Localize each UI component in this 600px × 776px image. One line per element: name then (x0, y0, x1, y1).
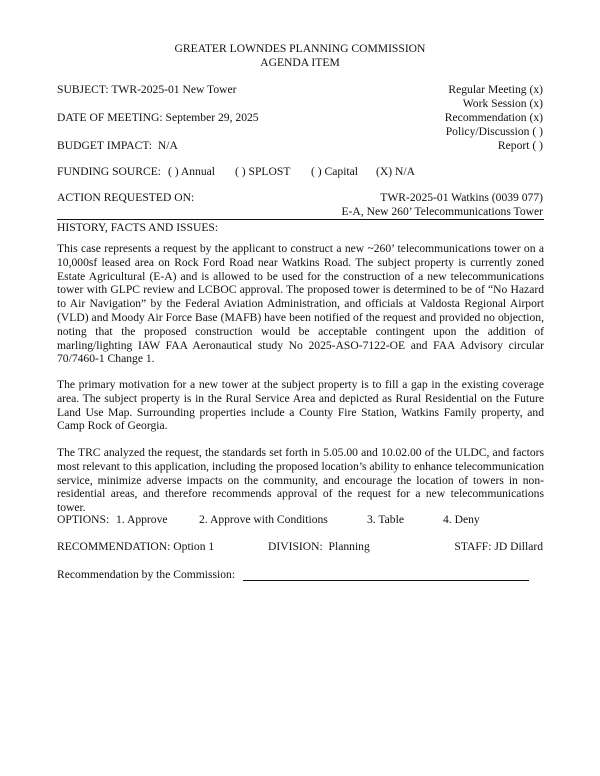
meeting-type-recommendation: Recommendation (x) (444, 111, 543, 124)
history-paragraph-2: The primary motivation for a new tower at the subject property is to fill a gap in the existing coverage area. The subject property is in the Rural Service Area and depicted as Rural Residential on the Future Land Use Map. Surrounding properties include a County Fire Station, Watkins Family property, and Camp Rock of Georgia. (57, 378, 544, 433)
action-requested-case: TWR-2025-01 Watkins (0039 077) (380, 191, 543, 204)
subject-row (57, 83, 237, 97)
commission-recommendation-label: Recommendation by the Commission: (57, 568, 236, 581)
agenda-item-subtitle: AGENDA ITEM (260, 56, 340, 69)
option-approve: 1. Approve (116, 513, 168, 526)
funding-option-annual: ( ) Annual (168, 165, 216, 178)
staff-value: JD Dillard (494, 540, 543, 553)
action-requested-description: E-A, New 260’ Telecommunications Tower (341, 205, 543, 218)
funding-option-na: (X) N/A (376, 165, 415, 178)
budget-impact-row (57, 139, 178, 153)
section-divider (57, 219, 544, 220)
division-row (268, 540, 370, 554)
recommendation-value: Option 1 (173, 540, 215, 553)
division-value: Planning (328, 540, 370, 553)
staff-label: STAFF: (454, 540, 492, 553)
funding-option-splost: ( ) SPLOST (235, 165, 291, 178)
recommendation-label: RECOMMENDATION: (57, 540, 171, 553)
option-table: 3. Table (367, 513, 404, 526)
subject-label: SUBJECT: (57, 83, 109, 96)
meeting-type-policy-discussion: Policy/Discussion ( ) (445, 125, 543, 138)
option-approve-with-conditions: 2. Approve with Conditions (199, 513, 328, 526)
funding-source-label: FUNDING SOURCE: (57, 165, 162, 178)
staff-row (454, 540, 543, 554)
recommendation-row (57, 540, 214, 554)
budget-label: BUDGET IMPACT: (57, 139, 153, 152)
meeting-type-report: Report ( ) (497, 139, 543, 152)
date-of-meeting-row (57, 111, 259, 125)
option-deny: 4. Deny (443, 513, 480, 526)
history-heading: HISTORY, FACTS AND ISSUES: (57, 221, 219, 234)
date-value: September 29, 2025 (165, 111, 259, 124)
funding-option-capital: ( ) Capital (311, 165, 359, 178)
options-label: OPTIONS: (57, 513, 110, 526)
date-label: DATE OF MEETING: (57, 111, 163, 124)
org-title: GREATER LOWNDES PLANNING COMMISSION (174, 42, 426, 55)
history-paragraph-1: This case represents a request by the applicant to construct a new ~260’ telecommunications tower on a 10,000sf leased area on Rock Ford Road near Watkins Road. The subject property is currently zoned Estate Agricultural (E-A) and is allowed to be used for the construction of a new telecommunications tower with GLPC review and LCBOC approval. The proposed tower is determined to be of “No Hazard to Air Navigation” by the Federal Aviation Administration, and officials at Valdosta Regional Airport (VLD) and Moody Air Force Base (MAFB) have been notified of the request and provided no objection, noting that the proposed construction would be acceptable contingent upon the addition of marling/lighting IAW FAA Aeronautical study No 2025-ASO-7122-OE and FAA Advisory circular 70/7460-1 Change 1. (57, 242, 544, 366)
action-requested-label: ACTION REQUESTED ON: (57, 191, 195, 204)
budget-value: N/A (157, 139, 178, 152)
history-paragraph-3: The TRC analyzed the request, the standards set forth in 5.05.00 and 10.02.00 of the ULDC, and factors most relevant to this application, including the proposed location’s ability to enhance telecommunication service, minimize adverse impacts on the community, and encourage the location of towers in non-residential areas, and therefore recommends approval of the request for a new telecommunications tower. (57, 446, 544, 515)
subject-value: TWR-2025-01 New Tower (111, 83, 237, 96)
meeting-type-work-session: Work Session (x) (462, 97, 543, 110)
commission-recommendation-blank[interactable] (243, 580, 529, 581)
meeting-type-regular: Regular Meeting (x) (448, 83, 543, 96)
division-label: DIVISION: (268, 540, 323, 553)
